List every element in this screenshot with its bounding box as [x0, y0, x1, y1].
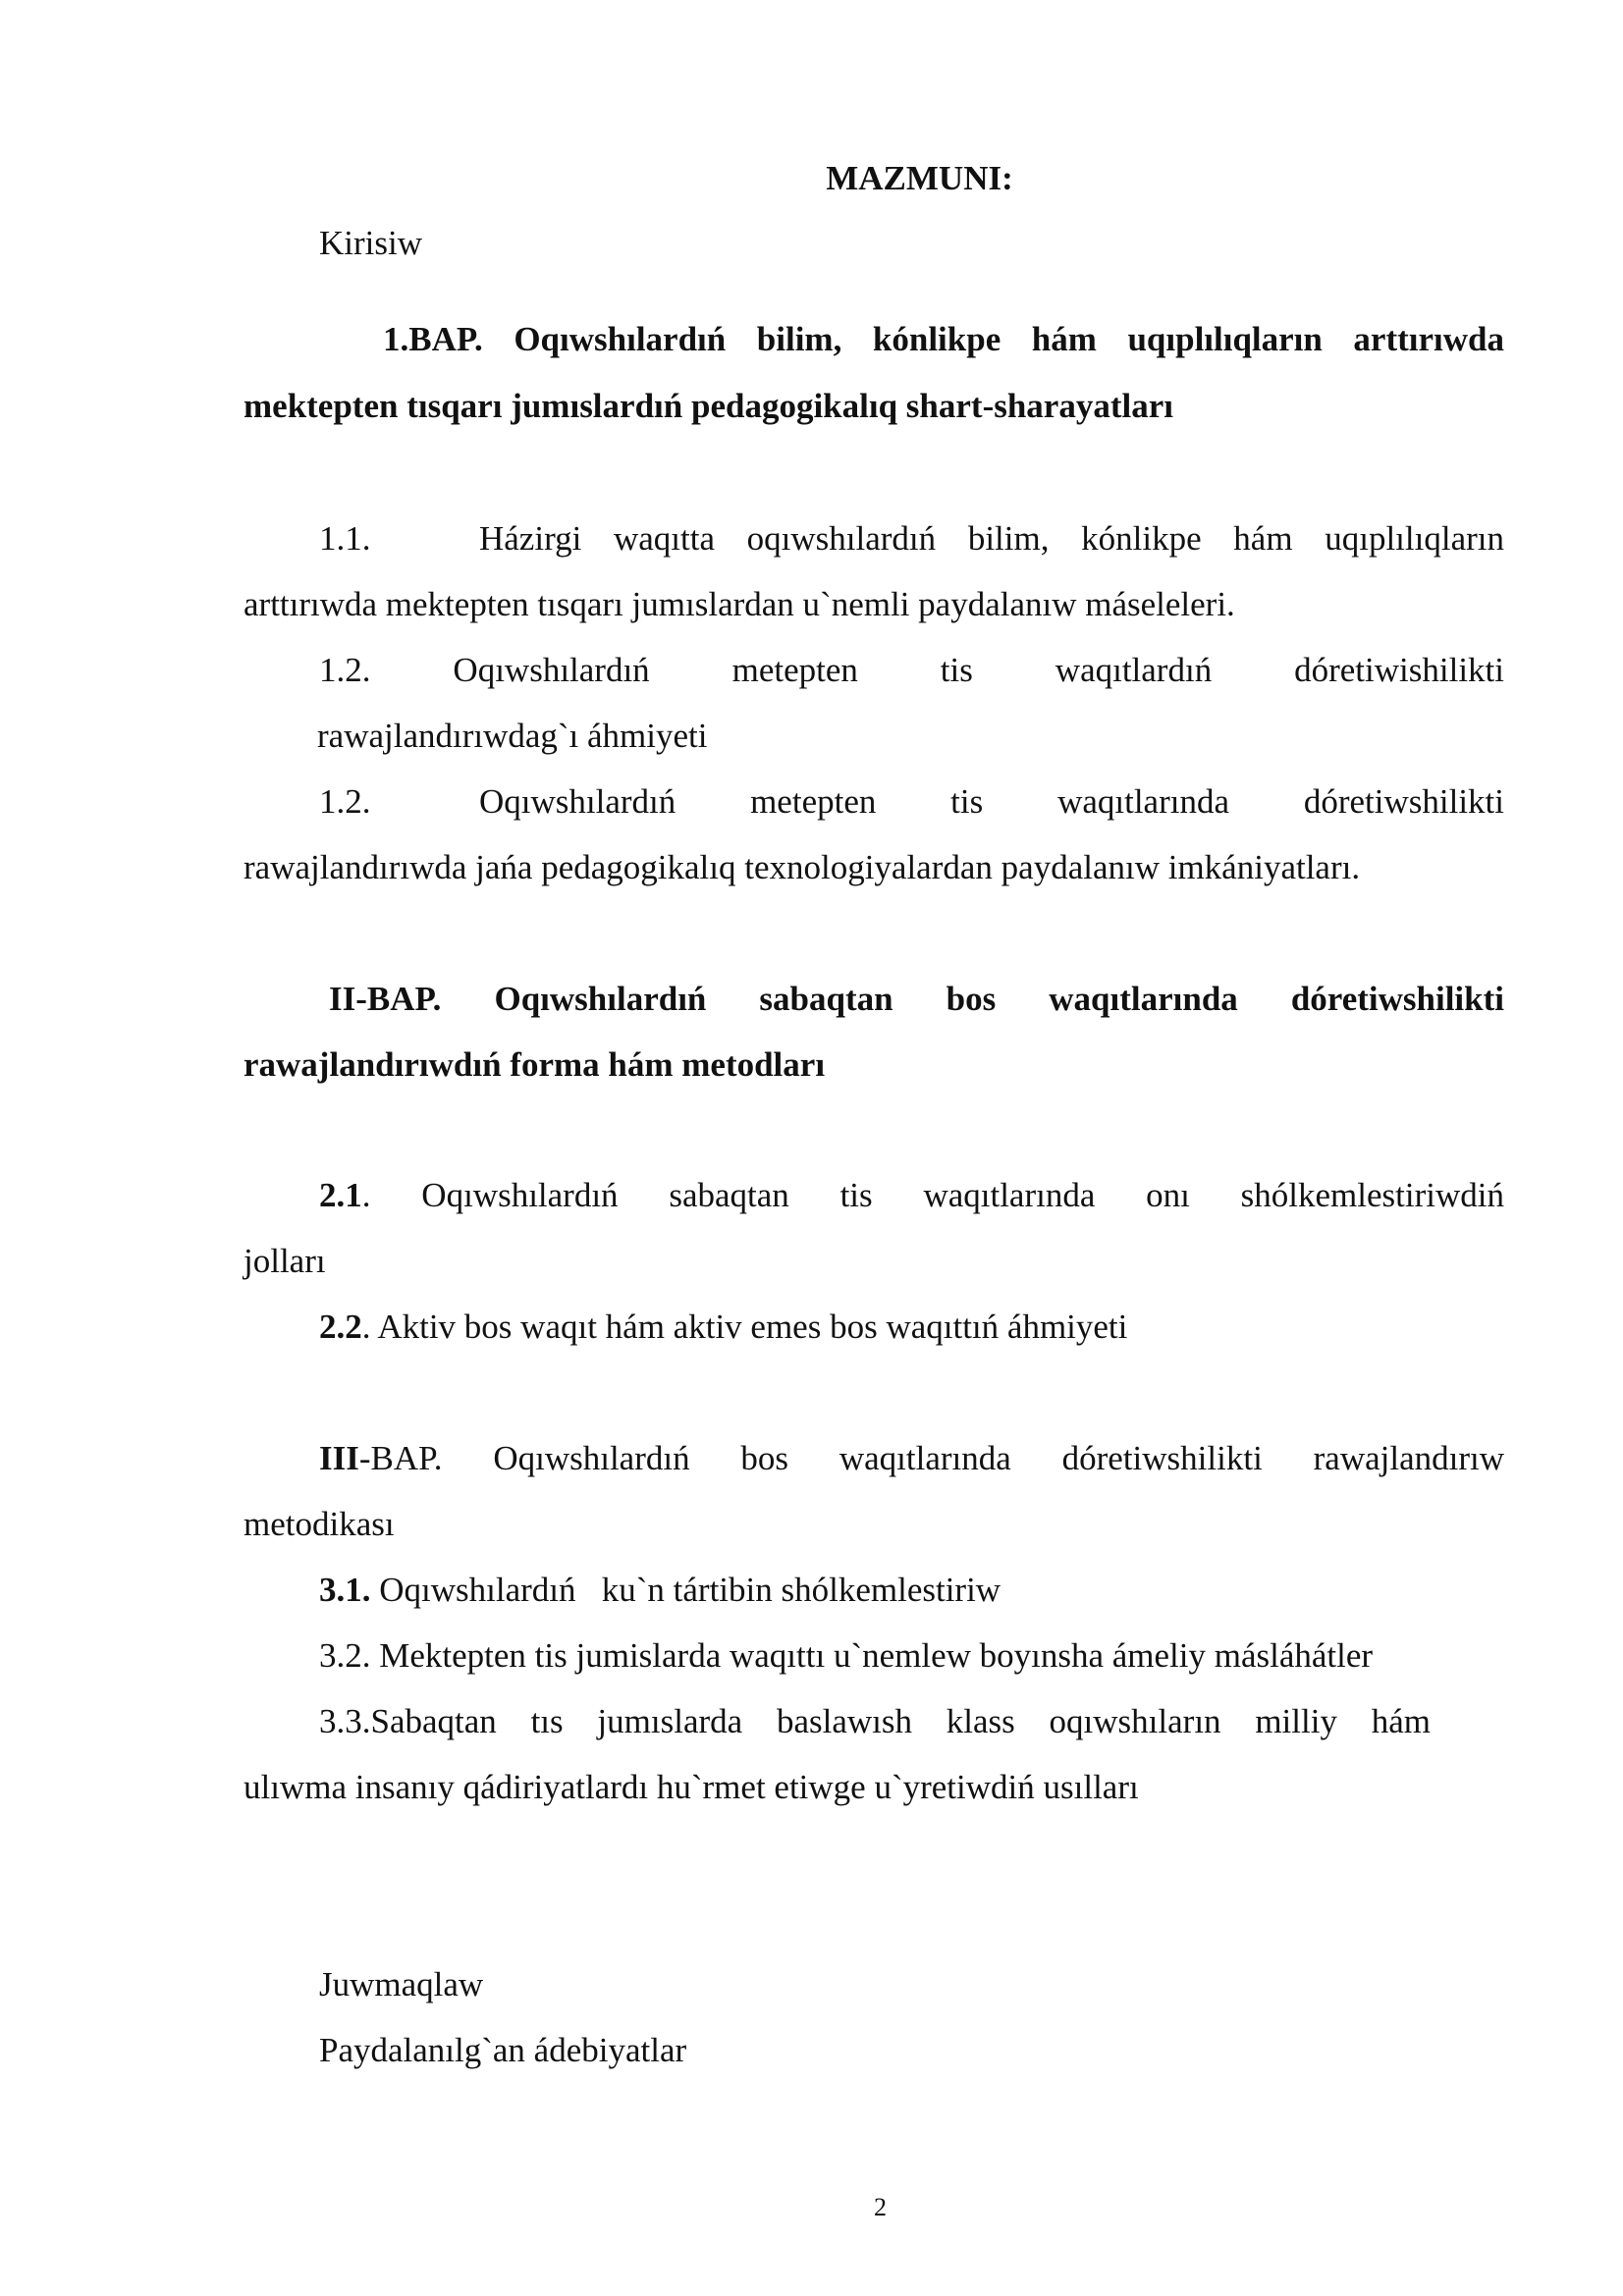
toc-section-1-2b-line2: rawajlandırıwda jańa pedagogikalıq texnologiyalardan paydalanıw imkániyatları. [243, 848, 1361, 886]
chapter3-heading-line2: metodikası [243, 1505, 395, 1543]
page-number: 2 [874, 2193, 887, 2221]
chapter2-heading-line2: rawajlandırıwdıń forma hám metodları [243, 1045, 826, 1084]
toc-section-2-2-number: 2.2 [319, 1308, 362, 1346]
toc-intro: Kirisiw [319, 224, 422, 262]
toc-section-2-2-text: . Aktiv bos waqıt hám aktiv emes bos waqıttıń áhmiyeti [361, 1308, 1128, 1346]
toc-section-1-2a-line2: rawajlandırıwdag`ı áhmiyeti [317, 717, 708, 755]
toc-section-3-2: 3.2. Mektepten tis jumislarda waqıttı u`nemlew boyınsha ámeliy másláhátler [319, 1636, 1374, 1675]
toc-section-2-1-text: . Oqıwshılardıń sabaqtan tis waqıtlarında onı shólkemlestiriwdiń [361, 1176, 1504, 1214]
toc-section-3-1-text: Oqıwshılardıń ku`n tártibin shólkemlestiriw [370, 1571, 1001, 1609]
toc-section-2-2 [319, 1309, 1127, 1344]
toc-section-3-1 [319, 1573, 1001, 1607]
toc-section-2-1-line2: jolları [243, 1242, 326, 1280]
toc-section-2-1-number: 2.1 [319, 1176, 362, 1214]
toc-section-3-1-number: 3.1. [319, 1571, 371, 1609]
toc-section-2-1-line1 [319, 1178, 1504, 1212]
toc-section-1-2b-line1: Oqıwshılardıń metepten tis waqıtlarında dóretiwshilikti [479, 782, 1504, 821]
toc-section-1-1-line1: Házirgi waqıtta oqıwshılardıń bilim, kónlikpe hám uqıplılıqların [479, 519, 1504, 558]
chapter3-heading-number: III [319, 1439, 359, 1477]
toc-section-1-2a-line1: 1.2. Oqıwshılardıń metepten tis waqıtlardıń dóretiwishilikti [319, 651, 1504, 689]
toc-section-3-3-line2: ulıwma insanıy qádiriyatlardı hu`rmet etiwge u`yretiwdiń usılları [243, 1768, 1139, 1806]
toc-section-1-1-number: 1.1. [319, 519, 371, 558]
chapter2-heading-line1: II-BAP. Oqıwshılardıń sabaqtan bos waqıtlarında dóretiwshilikti [329, 980, 1504, 1018]
toc-section-1-1-line2: arttırıwda mektepten tısqarı jumıslardan u`nemli paydalanıw máseleleri. [243, 585, 1235, 623]
toc-section-3-3-line1: 3.3.Sabaqtan tıs jumıslarda baslawısh klass oqıwshıların milliy hám [319, 1702, 1431, 1740]
chapter1-heading-line1: 1.BAP. Oqıwshılardıń bilim, kónlikpe hám uqıplılıqların arttırıwda [383, 320, 1504, 358]
chapter3-heading-text: -BAP. Oqıwshılardıń bos waqıtlarında dóretiwshilikti rawajlandırıw [358, 1439, 1504, 1477]
page-title: MAZMUNI: [826, 159, 1013, 197]
chapter3-heading-line1 [319, 1441, 1504, 1475]
toc-conclusion: Juwmaqlaw [319, 1965, 484, 2003]
toc-references: Paydalanılg`an ádebiyatlar [319, 2031, 687, 2069]
toc-section-1-2b-number: 1.2. [319, 782, 371, 821]
chapter1-heading-line2: mektepten tısqarı jumıslardıń pedagogikalıq shart-sharayatları [243, 387, 1173, 425]
